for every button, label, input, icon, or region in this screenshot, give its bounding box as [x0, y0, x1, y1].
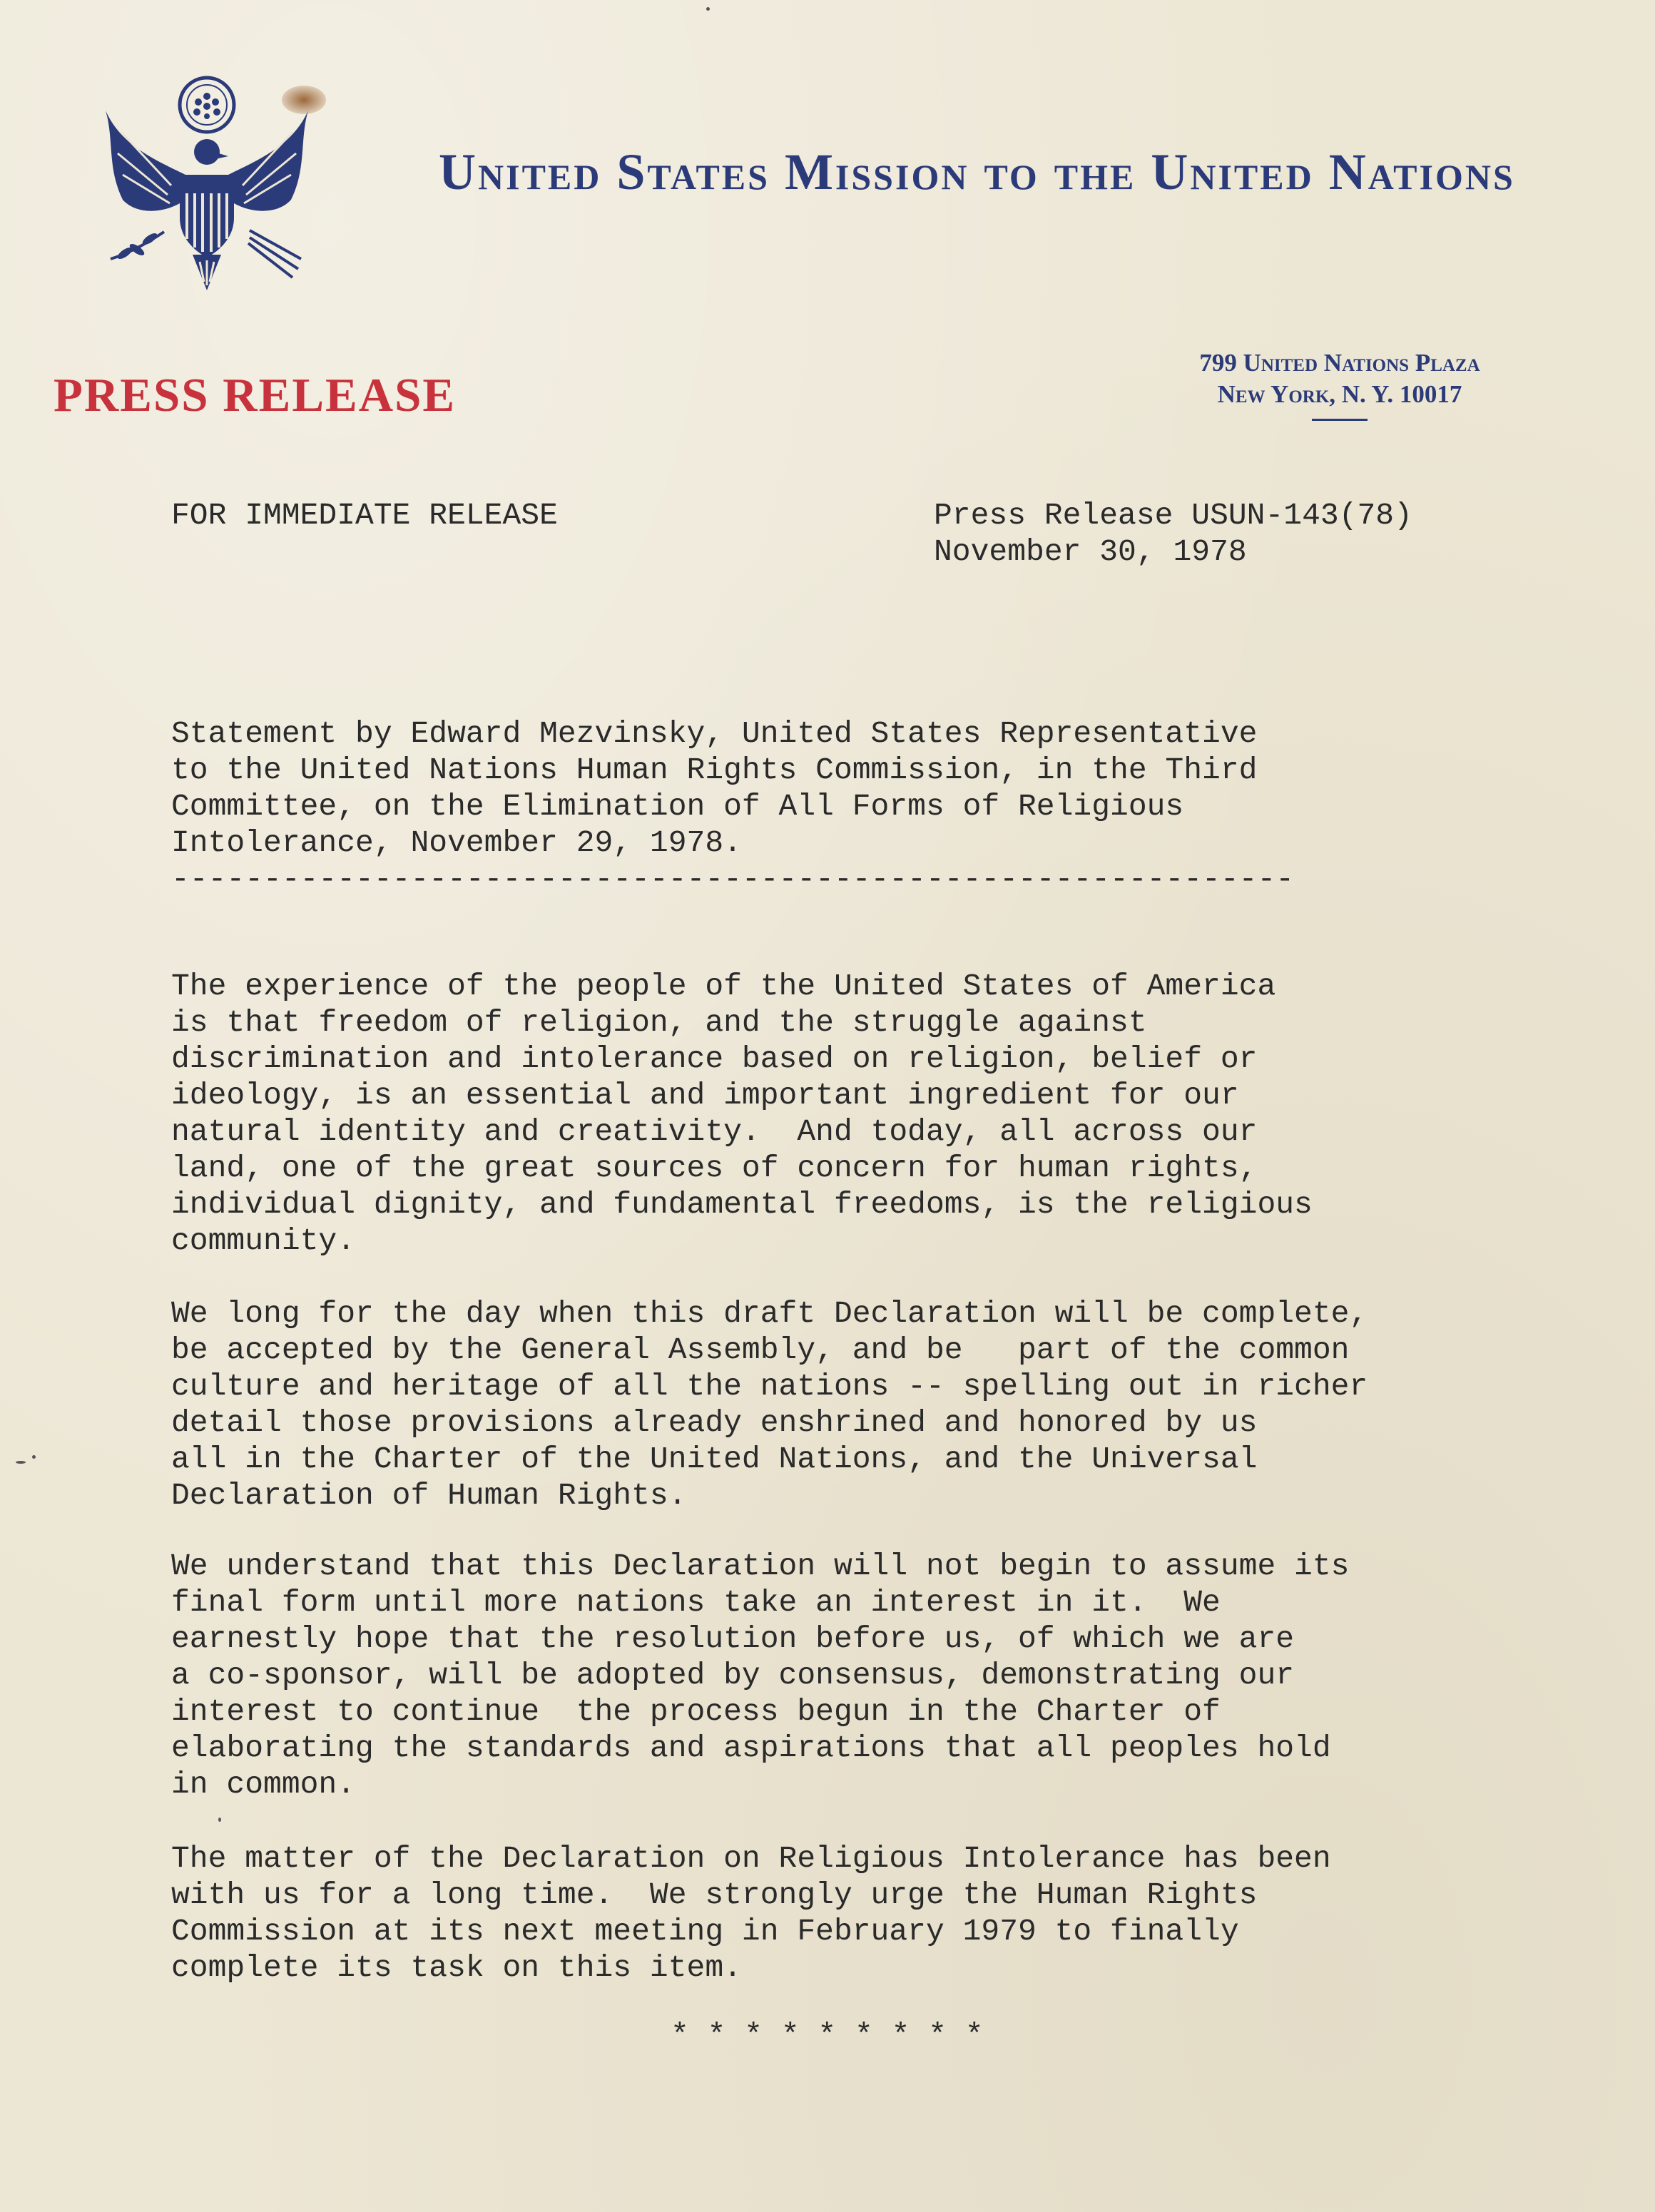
address-line-street: 799 United Nations Plaza — [1199, 349, 1480, 377]
dashed-separator: ------------------------------------------------------------- — [171, 862, 1295, 897]
press-release-reference: Press Release USUN-143(78) November 30, 1978 — [934, 498, 1412, 569]
paper-speck — [32, 1455, 36, 1459]
immediate-release-line: FOR IMMEDIATE RELEASE — [171, 498, 558, 533]
body-paragraph: We understand that this Declaration will not begin to assume its final form until more nations take an interest in it. We earnestly hope that the resolution before us, of which we are a co-sponsor, will be adopted by consensus, demonstrating our interest to continue the process begun in the Charter of elaborating the standards and aspirations that all peoples hold in common. — [171, 1549, 1350, 1802]
press-release-label: PRESS RELEASE — [54, 369, 457, 422]
ink-stain — [282, 86, 326, 114]
paper-speck — [706, 7, 710, 11]
address-underline — [1312, 419, 1368, 421]
body-paragraph: The experience of the people of the United States of America is that freedom of religion, and the struggle against discrimination and intolerance based on religion, belief or ideology, is an essential and important ingredient for our natural identity and creativity. And today, all across our land, one of the great sources of concern for human rights, individual dignity, and fundamental freedoms, is the religious community. — [171, 969, 1313, 1258]
mission-address — [1154, 347, 1525, 421]
mission-title: United States Mission to the United Nations — [439, 143, 1515, 200]
address-line-city: New York, N. Y. 10017 — [1217, 380, 1462, 408]
end-marks: * * * * * * * * * — [671, 2018, 984, 2053]
body-paragraph: We long for the day when this draft Declaration will be complete, be accepted by the General Assembly, and be part of the common culture and heritage of all the nations -- spelling out in richer detail those provisions already enshrined and honored by us all in the Charter of the United Nations, and the Universal Declaration of Human Rights. — [171, 1296, 1368, 1513]
paper-speck — [218, 1818, 221, 1822]
paper-speck — [16, 1461, 26, 1464]
body-paragraph: The matter of the Declaration on Religious Intolerance has been with us for a long time. We strongly urge the Human Rights Commission at its next meeting in February 1979 to finally complete its task on this item. — [171, 1841, 1331, 1985]
statement-heading: Statement by Edward Mezvinsky, United States Representative to the United Nations Human Rights Commission, in the Third Committee, on the Elimination of All Forms of Religious Intolerance, November 29, 1978. — [171, 716, 1258, 860]
